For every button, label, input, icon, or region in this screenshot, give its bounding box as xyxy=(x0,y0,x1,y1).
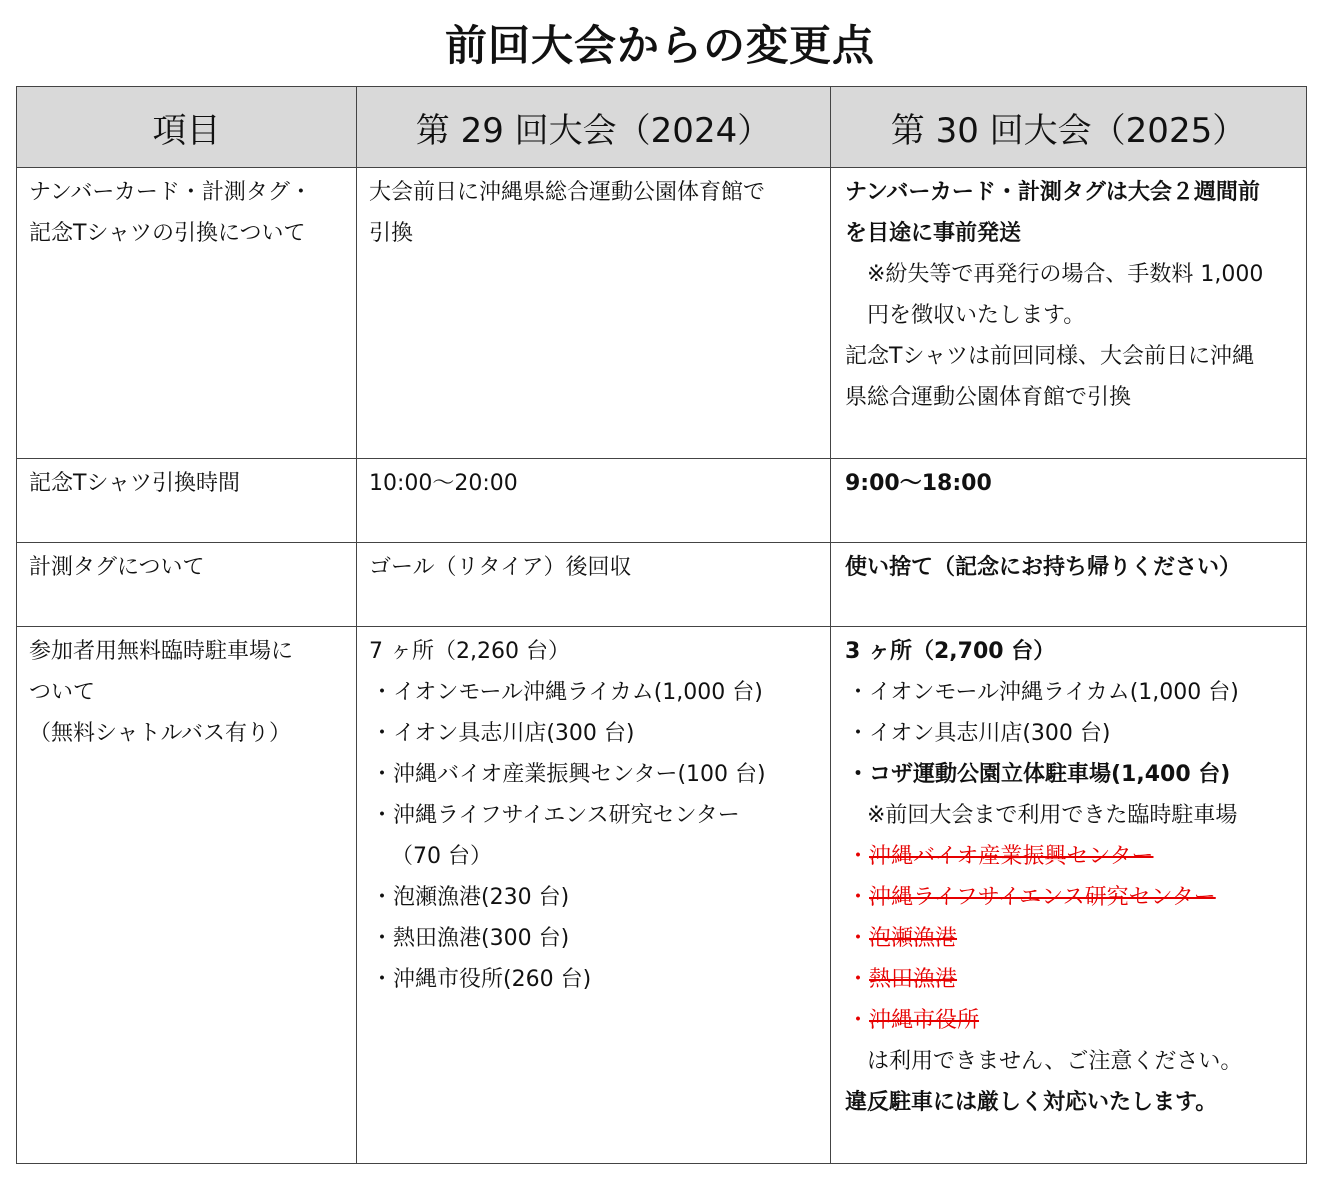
table-row-number-card xyxy=(17,168,1307,459)
table-row-timing-tag xyxy=(17,543,1307,627)
list-item: ・沖縄市役所(260 台) xyxy=(371,967,592,992)
removed-lot xyxy=(845,959,1296,1000)
removed-lot-name: 熱田漁港 xyxy=(869,967,958,992)
cell-item xyxy=(17,459,357,543)
list-item: ・イオン具志川店(300 台) xyxy=(371,721,635,746)
note-text: は利用できません、ご注意ください。 xyxy=(867,1049,1243,1074)
cell-2024 xyxy=(357,627,831,1164)
header-2025: 第 30 回大会（2025） xyxy=(831,87,1307,168)
header-row xyxy=(17,87,1307,168)
cell-2025 xyxy=(831,543,1307,627)
bullet: ・ xyxy=(847,926,870,951)
note-text: ※紛失等で再発行の場合、手数料 1,000 xyxy=(867,262,1264,287)
removed-lot-name: 沖縄市役所 xyxy=(869,1008,980,1033)
cell-text: 記念Tシャツの引換について xyxy=(29,221,306,246)
bullet: ・ xyxy=(847,844,870,869)
cell-text: 計測タグについて xyxy=(29,555,205,580)
cell-text: を目途に事前発送 xyxy=(845,221,1022,246)
bullet: ・ xyxy=(847,1008,870,1033)
list-item: ・沖縄ライフサイエンス研究センター xyxy=(371,803,740,828)
cell-text: 使い捨て（記念にお持ち帰りください） xyxy=(845,555,1242,580)
cell-text: ナンバーカード・計測タグ・ xyxy=(29,180,312,205)
table-row-parking xyxy=(17,627,1307,1164)
note-text: 円を徴収いたします。 xyxy=(867,303,1086,328)
bullet: ・ xyxy=(847,967,870,992)
changes-table xyxy=(16,86,1307,1164)
list-item-new: ・コザ運動公園立体駐車場(1,400 台) xyxy=(847,762,1231,787)
list-item: ・イオンモール沖縄ライカム(1,000 台) xyxy=(371,680,763,705)
header-2024: 第 29 回大会（2024） xyxy=(357,87,831,168)
cell-text: 県総合運動公園体育館で引換 xyxy=(845,385,1132,410)
removed-lot xyxy=(845,836,1296,877)
cell-text: 7 ヶ所（2,260 台） xyxy=(369,639,570,664)
list-item: ・沖縄バイオ産業振興センター(100 台) xyxy=(371,762,766,787)
cell-2024 xyxy=(357,543,831,627)
removed-lot xyxy=(845,1000,1296,1041)
note-text: ※前回大会まで利用できた臨時駐車場 xyxy=(867,803,1238,828)
cell-2025 xyxy=(831,459,1307,543)
cell-text: 3 ヶ所（2,700 台） xyxy=(845,639,1056,664)
cell-text: 大会前日に沖縄県総合運動公園体育館で xyxy=(369,180,766,205)
cell-text: 記念Tシャツ引換時間 xyxy=(29,471,240,496)
list-item: ・熱田漁港(300 台) xyxy=(371,926,570,951)
cell-2024 xyxy=(357,459,831,543)
cell-text: ナンバーカード・計測タグは大会２週間前 xyxy=(845,180,1260,205)
page-title: 前回大会からの変更点 xyxy=(444,21,875,70)
cell-item xyxy=(17,627,357,1164)
list-item: ・泡瀬漁港(230 台) xyxy=(371,885,570,910)
removed-lot-name: 泡瀬漁港 xyxy=(869,926,958,951)
removed-lot xyxy=(845,918,1296,959)
cell-text: （無料シャトルバス有り） xyxy=(29,721,292,746)
cell-text: ゴール（リタイア）後回収 xyxy=(369,555,632,580)
bullet: ・ xyxy=(847,885,870,910)
removed-lot-name: 沖縄バイオ産業振興センター xyxy=(869,844,1154,869)
cell-item xyxy=(17,168,357,459)
list-item-cont: （70 台） xyxy=(391,844,492,869)
cell-text: 10:00～20:00 xyxy=(369,471,518,496)
removed-lot-name: 沖縄ライフサイエンス研究センター xyxy=(869,885,1216,910)
cell-2024 xyxy=(357,168,831,459)
cell-text: 引換 xyxy=(369,221,414,246)
cell-2025 xyxy=(831,168,1307,459)
removed-lot xyxy=(845,877,1296,918)
cell-2025 xyxy=(831,627,1307,1164)
cell-text: 参加者用無料臨時駐車場に xyxy=(29,639,294,664)
cell-text: 記念Tシャツは前回同様、大会前日に沖縄 xyxy=(845,344,1254,369)
list-item: ・イオンモール沖縄ライカム(1,000 台) xyxy=(847,680,1239,705)
warning-text: 違反駐車には厳しく対応いたします。 xyxy=(845,1090,1218,1115)
cell-text: ついて xyxy=(29,680,96,705)
cell-text: 9:00～18:00 xyxy=(845,471,992,496)
list-item: ・イオン具志川店(300 台) xyxy=(847,721,1111,746)
table-row-tshirt-time xyxy=(17,459,1307,543)
header-item: 項目 xyxy=(17,87,357,168)
cell-item xyxy=(17,543,357,627)
